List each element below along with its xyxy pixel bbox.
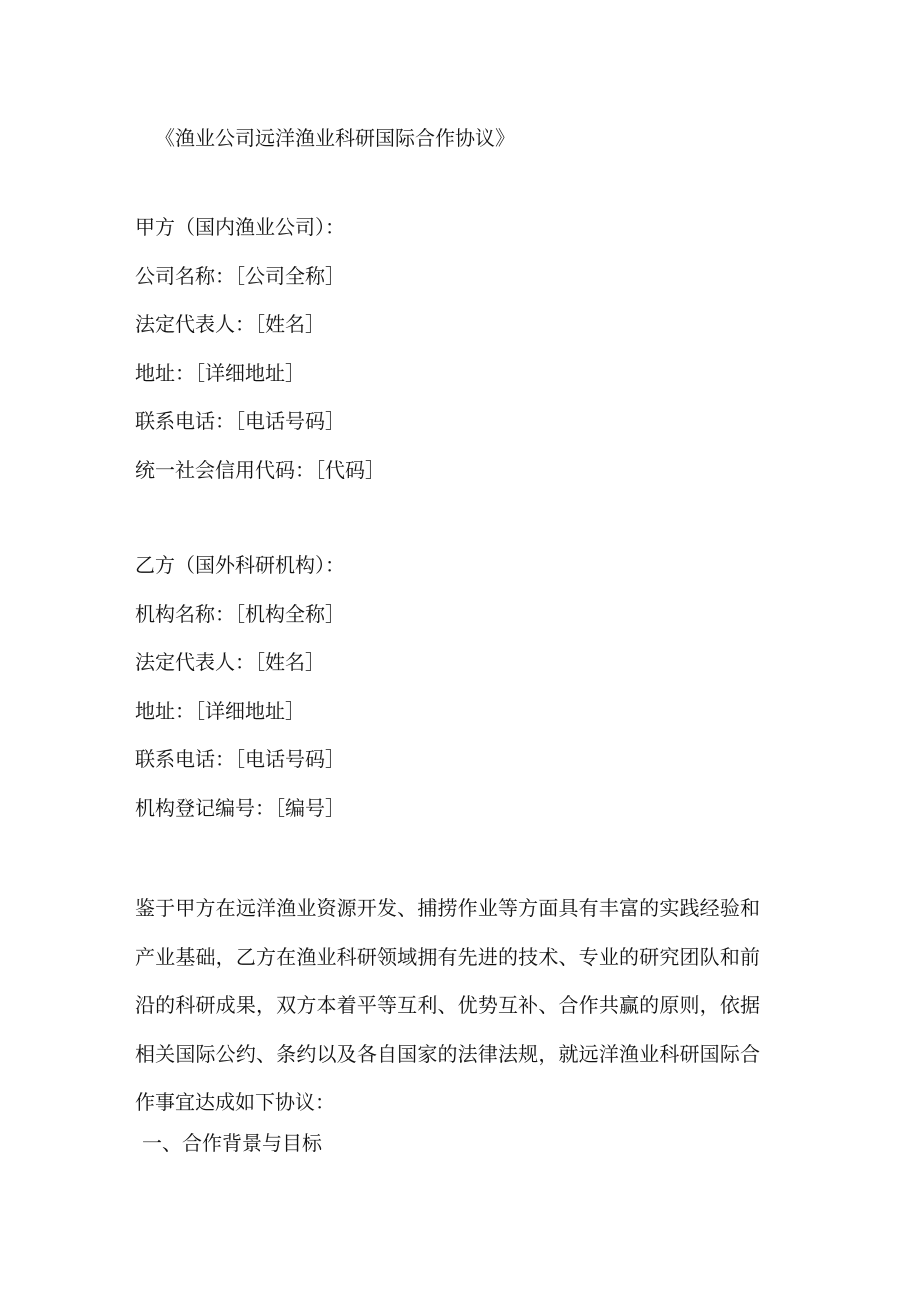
party-a-credit-code: 统一社会信用代码：［代码］ [135,457,385,482]
party-a-company-name: 公司名称：［公司全称］ [135,263,345,288]
party-b-address: 地址：［详细地址］ [135,698,305,723]
party-b-block [135,551,835,842]
party-b-registration-number: 机构登记编号：［编号］ [135,795,345,820]
section-1-heading: 一、合作背景与目标 [142,1131,322,1155]
party-a-heading: 甲方（国内渔业公司）： [135,215,345,239]
party-b-institution-name: 机构名称：［机构全称］ [135,601,345,626]
party-b-phone: 联系电话：［电话号码］ [135,747,345,771]
party-b-legal-representative: 法定代表人：［姓名］ [135,650,325,674]
document-title: 《渔业公司远洋渔业科研国际合作协议》 [155,126,515,150]
preamble-paragraph: 鉴于甲方在远洋渔业资源开发、捕捞作业等方面具有丰富的实践经验和产业基础，乙方在渔业科研领域拥有先进的技术、专业的研究团队和前沿的科研成果，双方本着平等互利、优势互补、合作共赢的原则，依据相关国际公约、条约以及各自国家的法律法规，就远洋渔业科研国际合作事宜达成如下协议： [135,896,760,1114]
party-a-phone: 联系电话：［电话号码］ [135,409,345,433]
party-a-legal-representative: 法定代表人：［姓名］ [135,312,325,336]
party-b-heading: 乙方（国外科研机构）： [135,553,345,577]
party-a-address: 地址：［详细地址］ [135,360,305,385]
party-a-block [135,213,835,504]
